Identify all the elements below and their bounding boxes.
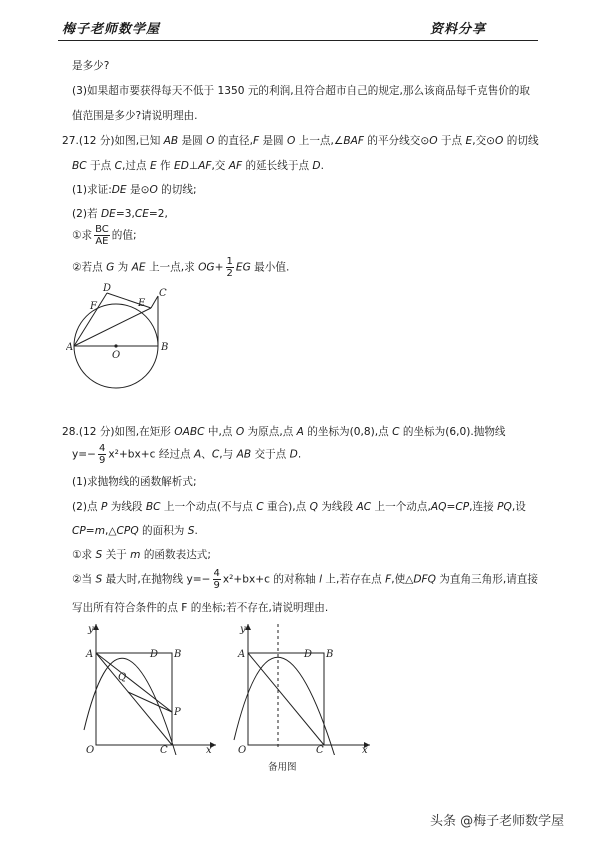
q28-part2-2-cont: 写出所有符合条件的点 F 的坐标;若不存在,请说明理由. [72, 602, 329, 614]
label-O: O [112, 350, 121, 361]
label-x: x [362, 745, 368, 755]
q28-part2-2: ②当 S 最大时,在抛物线 y=− $\frac{4}{9}$ x²+bx+c 的对称轴 l 上,若存在点 F,使△DFQ 为直角三角形,请直接 [72, 568, 538, 591]
q28-stem-line-1: 28.(12 分)如图,在矩形 OABC 中,点 O 为原点,点 A 的坐标为(0,8),点 C 的坐标为(6,0).抛物线 [62, 426, 506, 438]
text-line: 值范围是多少?请说明理由. [72, 110, 198, 122]
text-line: (3)如果超市要获得每天不低于 1350 元的利润,且符合超市自己的规定,那么该商品每千克售价的取 [72, 85, 530, 97]
label-C: C [316, 745, 324, 755]
label-C: C [159, 288, 167, 299]
header-right: 资料分享 [430, 22, 487, 37]
fraction-4-9: $\frac{4}{9}$ [99, 443, 106, 466]
fraction-bc-ae: $\frac{BC}{AE}$ [95, 224, 109, 247]
q28-part2: (2)点 P 为线段 BC 上一个动点(不与点 C 重合),点 Q 为线段 AC 上一个动点,AQ=CP,连接 PQ,设 [72, 501, 526, 513]
q27-part2-1: ①求 $\frac{BC}{AE}$ 的值; [72, 224, 137, 247]
label-A: A [238, 649, 246, 660]
q27-stem-line-1: 27.(12 分)如图,已知 AB 是圆 O 的直径,F 是圆 O 上一点,∠BAF 的平分线交⊙O 于点 E,交⊙O 的切线 [62, 135, 539, 147]
fraction-4-9: $\frac{4}{9}$ [213, 568, 220, 591]
figure-caption: 备用图 [268, 762, 297, 773]
label-O: O [238, 745, 247, 755]
label-A: A [86, 649, 94, 660]
q28-stem-line-2: y=− $\frac{4}{9}$ x²+bx+c 经过点 A、C,与 AB 交于点 D. [72, 443, 302, 466]
label-B: B [174, 649, 182, 660]
watermark: 头条 @梅子老师数学屋 [430, 814, 565, 829]
label-B: B [161, 342, 169, 353]
fraction-half: $\frac{1}{2}$ [226, 256, 233, 279]
q27-stem-line-2: BC 于点 C,过点 E 作 ED⊥AF,交 AF 的延长线于点 D. [72, 160, 324, 172]
label-F: F [90, 301, 97, 312]
q28-part1: (1)求抛物线的函数解析式; [72, 476, 197, 488]
q27-part2: (2)若 DE=3,CE=2, [72, 208, 168, 220]
label-D: D [150, 649, 159, 660]
label-y: y [240, 624, 246, 635]
label-Q: Q [118, 672, 127, 683]
text-line: 是多少? [72, 60, 110, 72]
q27-part2-2: ②若点 G 为 AE 上一点,求 OG+ $\frac{1}{2}$ EG 最小值. [72, 256, 290, 279]
label-D: D [304, 649, 313, 660]
q28-part2-cont: CP=m,△CPQ 的面积为 S. [72, 525, 198, 537]
label-E: E [138, 298, 146, 309]
q27-part1: (1)求证:DE 是⊙O 的切线; [72, 184, 197, 196]
label-D: D [103, 283, 112, 294]
figure-28-main [76, 620, 221, 755]
header-left: 梅子老师数学屋 [62, 22, 161, 37]
label-x: x [206, 745, 212, 755]
figure-28-spare [228, 620, 378, 755]
label-P: P [174, 707, 181, 718]
q28-part2-1: ①求 S 关于 m 的函数表达式; [72, 549, 211, 561]
figure-27-circle [66, 282, 186, 397]
label-O: O [86, 745, 95, 755]
label-y: y [88, 624, 94, 635]
label-C: C [160, 745, 168, 755]
label-B: B [326, 649, 334, 660]
label-A: A [66, 342, 74, 353]
header-rule [58, 40, 538, 41]
